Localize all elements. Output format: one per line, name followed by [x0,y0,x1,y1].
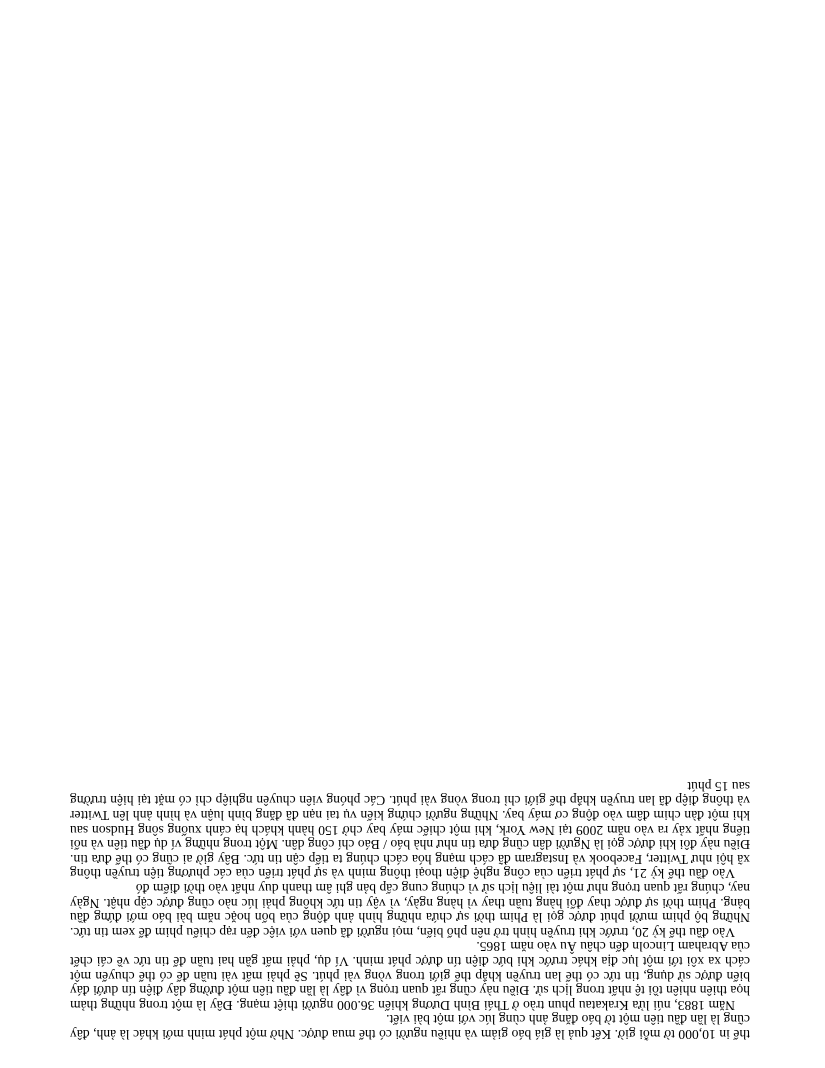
paragraph-printing-press: thể in 10,000 tờ mỗi giờ. Kết quả là giá báo giảm và nhiều người có thể mua được. Nhờ một phát minh mới khác là ảnh, đây cũng là lần đầu tiên một tờ báo đăng ảnh cùng lúc với một bài viết. [70,1012,750,1042]
paragraph-newsreels: Vào đầu thế kỷ 20, trước khi truyền hình trở nên phổ biến, mọi người đã quen với việc đến rạp chiếu phim để xem tin tức. Những bộ phim mười phút được gọi là Phim thời sự chứa những hình ảnh động của bốn hoặc năm bài báo mới đứng đầu bảng. Phim thời sự được thay đổi hàng tuần thay vì hàng ngày, vì vậy tin tức không phải lúc nào cũng được cập nhật. Ngày nay, chúng rất quan trọng như một tài liệu lịch sử vì chúng cung cấp bản ghi âm thanh duy nhất vào thời điểm đó [70,881,750,940]
document-body [70,778,750,1041]
paragraph-krakatau: Năm 1883, núi lửa Krakatau phun trào ở Thái Bình Dương khiến 36.000 người thiệt mạng. Đây là một trong những thảm họa thiên nhiên tồi tệ nhất trong lịch sử. Điều này cũng rất quan trọng vì đây là lần đầu tiên một đường dây điện tín dưới đáy biển được sử dụng, tin tức có thể lan truyền khắp thế giới trong vòng vài phút. Sẽ phải mất vài tuần để có thể chuyển một cách xa xôi tới một lục địa khác trước khi bức điện tín được phát minh. Ví dụ, phải mất gần hai tuần để tin tức về cái chết của Abraham Lincoln đến châu Âu vào năm 1865. [70,939,750,1013]
paragraph-citizen-journalism: Vào đầu thế kỷ 21, sự phát triển của công nghệ điện thoại thông minh và sự phát triển của các phương tiện truyền thông xã hội như Twitter, Facebook và Instagram đã cách mạng hóa cách chúng ta tiếp cận tin tức. Bây giờ ai cũng có thể đưa tin. Điều này đôi khi được gọi là Người dân cũng đưa tin như nhà báo / Báo chí công dân. Một trong những ví dụ đầu tiên và nổi tiếng nhất xảy ra vào năm 2009 tại New York, khi một chiếc máy bay chở 150 hành khách hạ cánh xuống sông Hudson sau khi một đàn chim đâm vào động cơ máy bay. Những người chứng kiến vụ tai nạn đã đăng bình luận và hình ảnh lên Twitter và thông điệp đã lan truyền khắp thế giới chỉ trong vòng vài phút. Các phóng viên chuyên nghiệp chỉ có mặt tại hiện trường sau 15 phút [70,778,750,882]
